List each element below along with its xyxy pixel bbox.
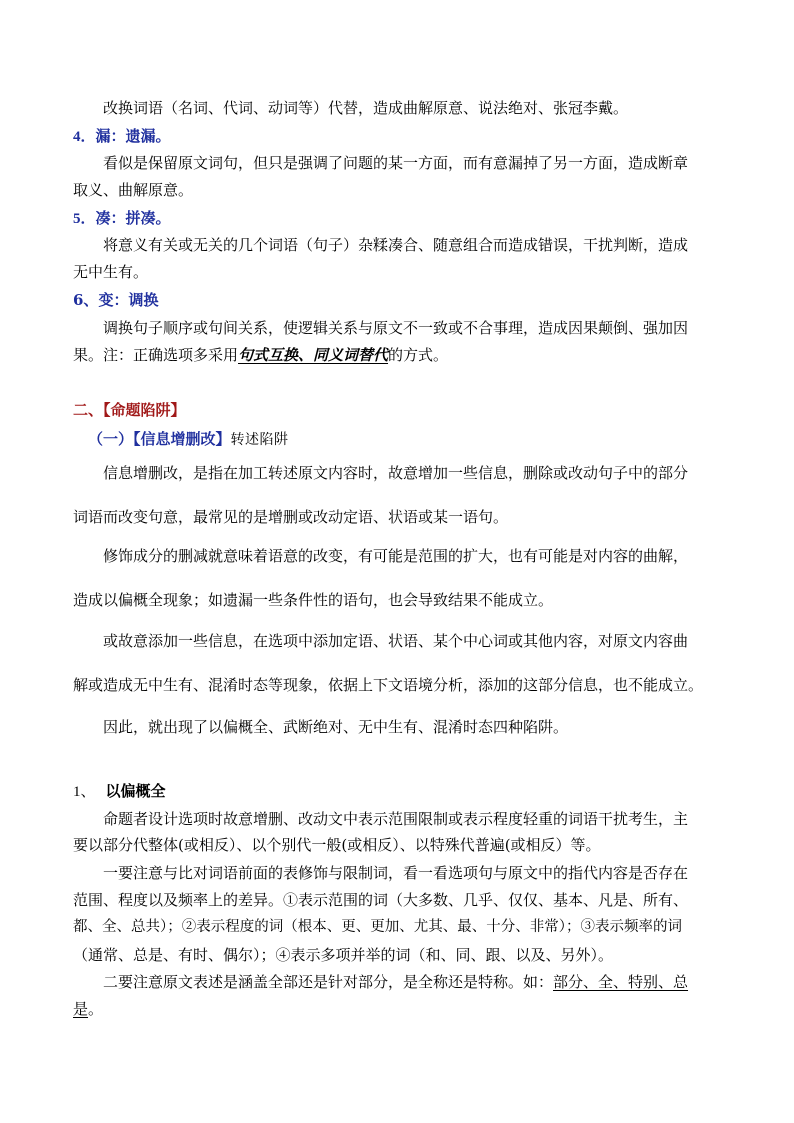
section-2-heading: 二、【命题陷阱】: [73, 401, 186, 419]
paragraph-line: 看似是保留原文词句，但只是强调了问题的某一方面，而有意漏掉了另一方面，造成断章: [103, 154, 689, 172]
paragraph-line: 调换句子顺序或句间关系，使逻辑关系与原文不一致或不合事理，造成因果颠倒、强加因: [103, 319, 689, 337]
paragraph-line: 信息增删改，是指在加工转述原文内容时，故意增加一些信息，删除或改动句子中的部分: [103, 464, 689, 482]
emphasis-text: 句式互换、同义词替代: [238, 346, 389, 364]
paragraph-line: 或故意添加一些信息，在选项中添加定语、状语、某个中心词或其他内容，对原文内容曲: [103, 632, 689, 650]
paragraph-line: 修饰成分的删减就意味着语意的改变，有可能是范围的扩大，也有可能是对内容的曲解，: [103, 547, 689, 565]
paragraph-line: 都、全、总共）；②表示程度的词（根本、更、更加、尤其、最、十分、非常）；③表示频率的词: [73, 919, 682, 935]
paragraph-line: 改换词语（名词、代词、动词等）代替，造成曲解原意、说法绝对、张冠李戴。: [103, 99, 629, 117]
heading-1: 1、 以偏概全: [73, 782, 166, 800]
section-5-heading: 5．凑：拼凑。: [73, 209, 171, 227]
paragraph-line: 词语而改变句意，最常见的是增删或改动定语、状语或某一语句。: [73, 508, 509, 526]
paragraph-line: 二要注意原文表述是涵盖全部还是针对部分，是全称还是特称。如：部分、全、特别、总: [103, 973, 689, 991]
paragraph-line: 一要注意与比对词语前面的表修饰与限制词，看一看选项句与原文中的指代内容是否存在: [103, 864, 689, 882]
section-6-heading: 6、变：调换: [73, 291, 159, 309]
paragraph-line: 造成以偏概全现象；如遗漏一些条件性的语句，也会导致结果不能成立。: [73, 591, 554, 609]
paragraph-line: 范围、程度以及频率上的差异。①表示范围的词（大多数、几乎、仅仅、基本、凡是、所有、: [73, 891, 689, 909]
paragraph-line: 因此，就出现了以偏概全、武断绝对、无中生有、混淆时态四种陷阱。: [103, 718, 569, 736]
paragraph-line: 取义、曲解原意。: [73, 181, 194, 199]
paragraph-line: 是。: [73, 1000, 104, 1018]
paragraph-line: 命题者设计选项时故意增删、改动文中表示范围限制或表示程度轻重的词语干扰考生，主: [103, 810, 689, 828]
subsection-heading: （一）【信息增删改】转述陷阱: [88, 430, 289, 448]
emphasis-text: 部分、全、特别、总: [553, 973, 689, 991]
paragraph-line: 将意义有关或无关的几个词语（句子）杂糅凑合、随意组合而造成错误，干扰判断，造成: [103, 236, 689, 254]
emphasis-text: 是: [73, 1000, 89, 1018]
paragraph-line: （通常、总是、有时、偶尔）；④表示多项并举的词（和、同、跟、以及、另外）。: [73, 946, 614, 964]
paragraph-line: 解或造成无中生有、混淆时态等现象，依据上下文语境分析，添加的这部分信息，也不能成立。: [73, 676, 704, 694]
paragraph-line: 无中生有。: [73, 263, 149, 281]
section-4-heading: 4．漏：遗漏。: [73, 127, 171, 145]
paragraph-line: 果。注：正确选项多采用句式互换、同义词替代的方式。: [73, 346, 449, 364]
paragraph-line: 要以部分代整体(或相反）、以个别代一般(或相反）、以特殊代普遍(或相反）等。: [73, 836, 601, 854]
